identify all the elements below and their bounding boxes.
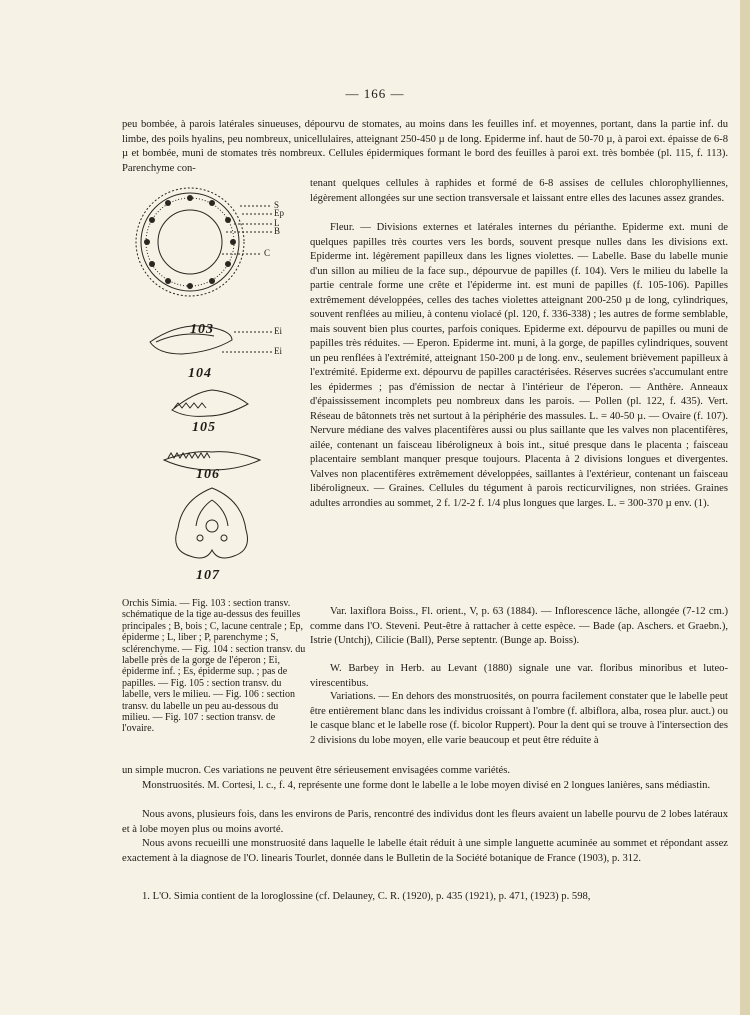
labellum-section-105-drawing [172, 390, 248, 416]
label-ei-1: Ei [274, 326, 282, 336]
figure-caption: Orchis Simia. — Fig. 103 : section transv. schématique de la tige au-dessus des feuilles principales ; B, bois ; C, lacune centrale ; Ep, épiderme ; L, liber ; P, parenchyme ; S, sclérenchyme. — Fig. 104 : section transv. du labelle près de la gorge de l'éperon ; Ei, épiderme inf. ; Es, épiderme sup. ; pas de papilles. — Fig. 105 : section transv. du labelle, vers le milieu. — Fig. 106 : section transv. du labelle un peu au-dessous du milieu. — Fig. 107 : section transv. de l'ovaire. [122, 598, 306, 735]
label-l: L [274, 218, 280, 228]
linearis-paragraph: Nous avons recueilli une monstruosité dans laquelle le labelle était réduit à une simple languette acuminée au sommet et répondant assez exactement à la diagnose de l'O. linearis Tourlet, donnée dans le Bulletin de la Société botanique de France (1903), p. 312. [122, 838, 728, 864]
ovary-section-drawing [176, 488, 248, 558]
intro-paragraph: peu bombée, à parois latérales sinueuses, dépourvu de stomates, au moins dans les feuilles inf. et moyennes, portant, dans la partie inf. du limbe, des poils hyalins, peu nombreux, unicellulaires, atteignant 250-450 µ de long. Epiderme inf. haut de 50-70 µ, à paroi ext. épaisse de 6-8 µ et bombée, muni de stomates très nombreux. Cellules épidermiques formant le bord des feuilles à paroi ext. très bombée (pl. 115, f. 113). Parenchyme con- [122, 119, 728, 174]
variations-continuation: un simple mucron. Ces variations ne peuvent être sérieusement envisagées comme variétés. [122, 765, 511, 776]
figure-label-104: 104 [188, 366, 212, 381]
parenchyma-paragraph: tenant quelques cellules à raphides et formé de 6-8 assises de cellules chlorophylliennes, légèrement allongées sur une section transversale et laissant entre elles des lacunes assez grandes. [310, 178, 728, 204]
figure-label-105: 105 [192, 420, 216, 435]
label-b: B [274, 226, 281, 236]
page-number: — 166 — [345, 86, 405, 101]
footnote: 1. L'O. Simia contient de la loroglossine (cf. Delauney, C. R. (1920), p. 435 (1921), p. 471, (1923) p. 598, [142, 891, 591, 902]
variations-paragraph: Variations. — En dehors des monstruosités, on pourra facilement constater que le labelle peut être entièrement blanc dans les individus croissant à l'ombre (f. albiflora, alba, rosea plur. auct.) ou le casque blanc et le labelle rose (f. bicolor Ruppert). Pour la dent qui se trouve à l'intersection des 2 divisions du lobe moyen, elle varie beaucoup et peut être réduite à [310, 691, 728, 746]
flower-paragraph: Fleur. — Divisions externes et latérales internes du périanthe. Epiderme ext. muni de quelques papilles très courtes vers les bords, souvent presque nulles dans les divisions ext. Epiderme int. légèrement papilleux dans les lignes violettes. — Labelle. Base du labelle munie d'un sillon au milieu de la face sup., dépourvue de papilles (f. 104). Vers le milieu du labelle la partie centrale forme une crête et l'épiderme int. est muni de papilles (f. 105-106). Papilles extrêmement développées, celles des taches violettes atteignant 200-250 µ de long, cylindriques, souvent renflées au milieu, à contenu violacé (pl. 120, f. 336-338) ; les autres de forme semblable, mais souvent bien plus courtes, parfois coniques. Epiderme ext. dépourvu de papilles ou muni de papilles très réduites. — Eperon. Epiderme int. muni, à la gorge, de papilles cylindriques, souvent un peu renflées à l'extrémité, atteignant 150-200 µ de long. env., seulement brièvement papilleux à l'extrémité. Epiderme ext. dépourvu de papilles caractérisées. Réserves sucrées s'accumulant entre les épidermes ; pas d'émission de nectar à l'intérieur de l'éperon. — Anthère. Anneaux d'épaississement incomplets peu nombreux dans les parois. — Pollen (pl. 122, f. 435). Vert. Réseau de bâtonnets très net surtout à la périphérie des massules. L. = 40-50 µ. — Ovaire (f. 107). Nervure médiane des valves placentifères aussi ou plus saillante que les valves non placentifères, ailée, contenant un faisceau libéroligneux à bois int., situé presque dans le placenta ; faisceau placentaire semblant manquer presque toujours. Placenta à 2 divisions longues et divergentes. Valves non placentifères extrêmement développées, saillantes à l'extérieur, contenant un faisceau libéroligneux. — Graines. Cellules du tégument à parois recticurvilignes, non striées. Graines adultes arrondies au sommet, 2 f. 1/2-2 f. 1/4 plus longues que larges. L. = 300-370 µ env. (1). [310, 222, 728, 509]
label-s: S [274, 200, 280, 210]
page-edge [740, 0, 750, 1015]
paris-observation-paragraph: Nous avons, plusieurs fois, dans les environs de Paris, rencontré des individus dont les fleurs avaient un labelle pourvu de 2 lobes latéraux et à lobe moyen plus ou moins avorté. [122, 809, 728, 835]
label-c: C [264, 248, 271, 258]
variety-barbey-paragraph: W. Barbey in Herb. au Levant (1880) signale une var. floribus minoribus et luteo-virescentibus. [310, 663, 728, 689]
figure-label-106: 106 [196, 467, 220, 482]
label-ep: Ep [274, 208, 284, 218]
figure-label-103: 103 [190, 322, 214, 337]
figure-label-107: 107 [196, 568, 220, 583]
monstrosities-paragraph: Monstruosités. M. Cortesi, l. c., f. 4, représente une forme dont le labelle a le lobe moyen divisé en 2 longues lanières, sans médiastin. [142, 780, 711, 791]
stem-section-drawing [136, 188, 272, 296]
figure-plate [122, 170, 308, 590]
variety-laxiflora-paragraph: Var. laxiflora Boiss., Fl. orient., V, p. 63 (1884). — Inflorescence lâche, allongée (7-12 cm.) comme dans l'O. Steveni. Peut-être à rattacher à cette espèce. — Bade (ap. Aschers. et Graebn.), Istrie (Untchj), Cilicie (Ball), Perse septentr. (Bunge ap. Boiss). [310, 606, 728, 646]
figure-drawings [122, 170, 308, 590]
label-ei-2: Ei [274, 346, 282, 356]
